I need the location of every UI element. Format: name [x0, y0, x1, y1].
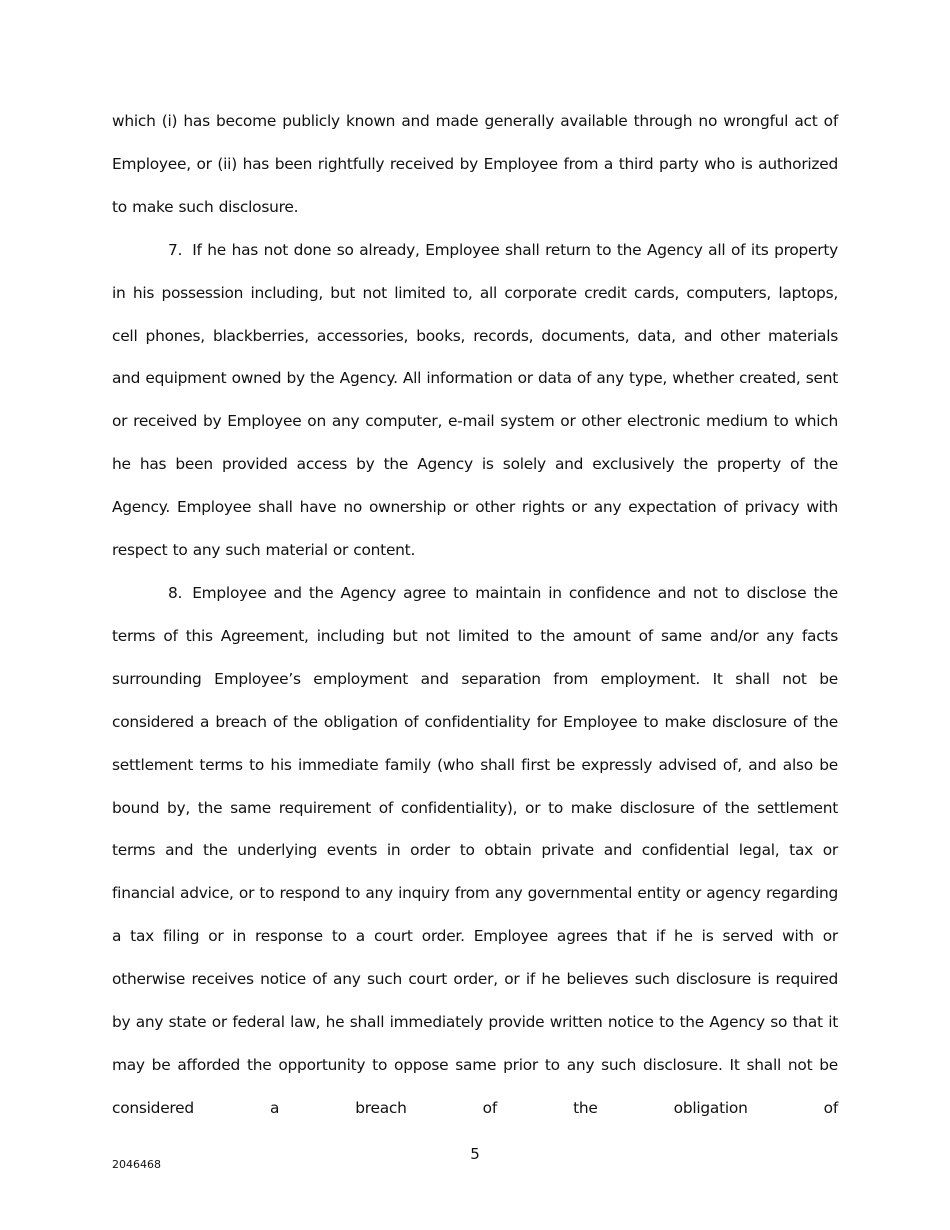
page-number: 5 [470, 1145, 480, 1163]
paragraph-8-text: Employee and the Agency agree to maintain in confidence and not to disclose the terms of this Agreement, including but not limited to the amount of same and/or any facts surrounding Employee’s employment and separation from employment. It shall not be considered a breach of the obligation of confidentiality for Employee to make disclosure of the settlement terms to his immediate family (who shall first be expressly advised of, and also be bound by, the same requirement of confidentiality), or to make disclosure of the settlement terms and the underlying events in order to obtain private and confidential legal, tax or financial advice, or to respond to any inquiry from any governmental entity or agency regarding a tax filing or in response to a court order. Employee agrees that if he is served with or otherwise receives notice of any such court order, or if he believes such disclosure is required by any state or federal law, he shall immediately provide written notice to the Agency so that it may be afforded the opportunity to oppose same prior to any such disclosure. It shall not be considered a breach of the obligation of [112, 583, 838, 1117]
paragraph-7 [112, 229, 838, 572]
document-id: 2046468 [112, 1158, 161, 1171]
continuation-paragraph: which (i) has become publicly known and made generally available through no wrongful act of Employee, or (ii) has been rightfully received by Employee from a third party who is authorized to make such disclosure. [112, 112, 838, 216]
paragraph-7-text: If he has not done so already, Employee shall return to the Agency all of its property in his possession including, but not limited to, all corporate credit cards, computers, laptops, cell phones, blackberries, accessories, books, records, documents, data, and other materials and equipment owned by the Agency. All information or data of any type, whether created, sent or received by Employee on any computer, e-mail system or other electronic medium to which he has been provided access by the Agency is solely and exclusively the property of the Agency. Employee shall have no ownership or other rights or any expectation of privacy with respect to any such material or content. [112, 240, 838, 560]
document-body [112, 100, 838, 1130]
paragraph-8-number: 8. [168, 583, 183, 602]
paragraph-8 [112, 572, 838, 1130]
paragraph-7-number: 7. [168, 240, 183, 259]
